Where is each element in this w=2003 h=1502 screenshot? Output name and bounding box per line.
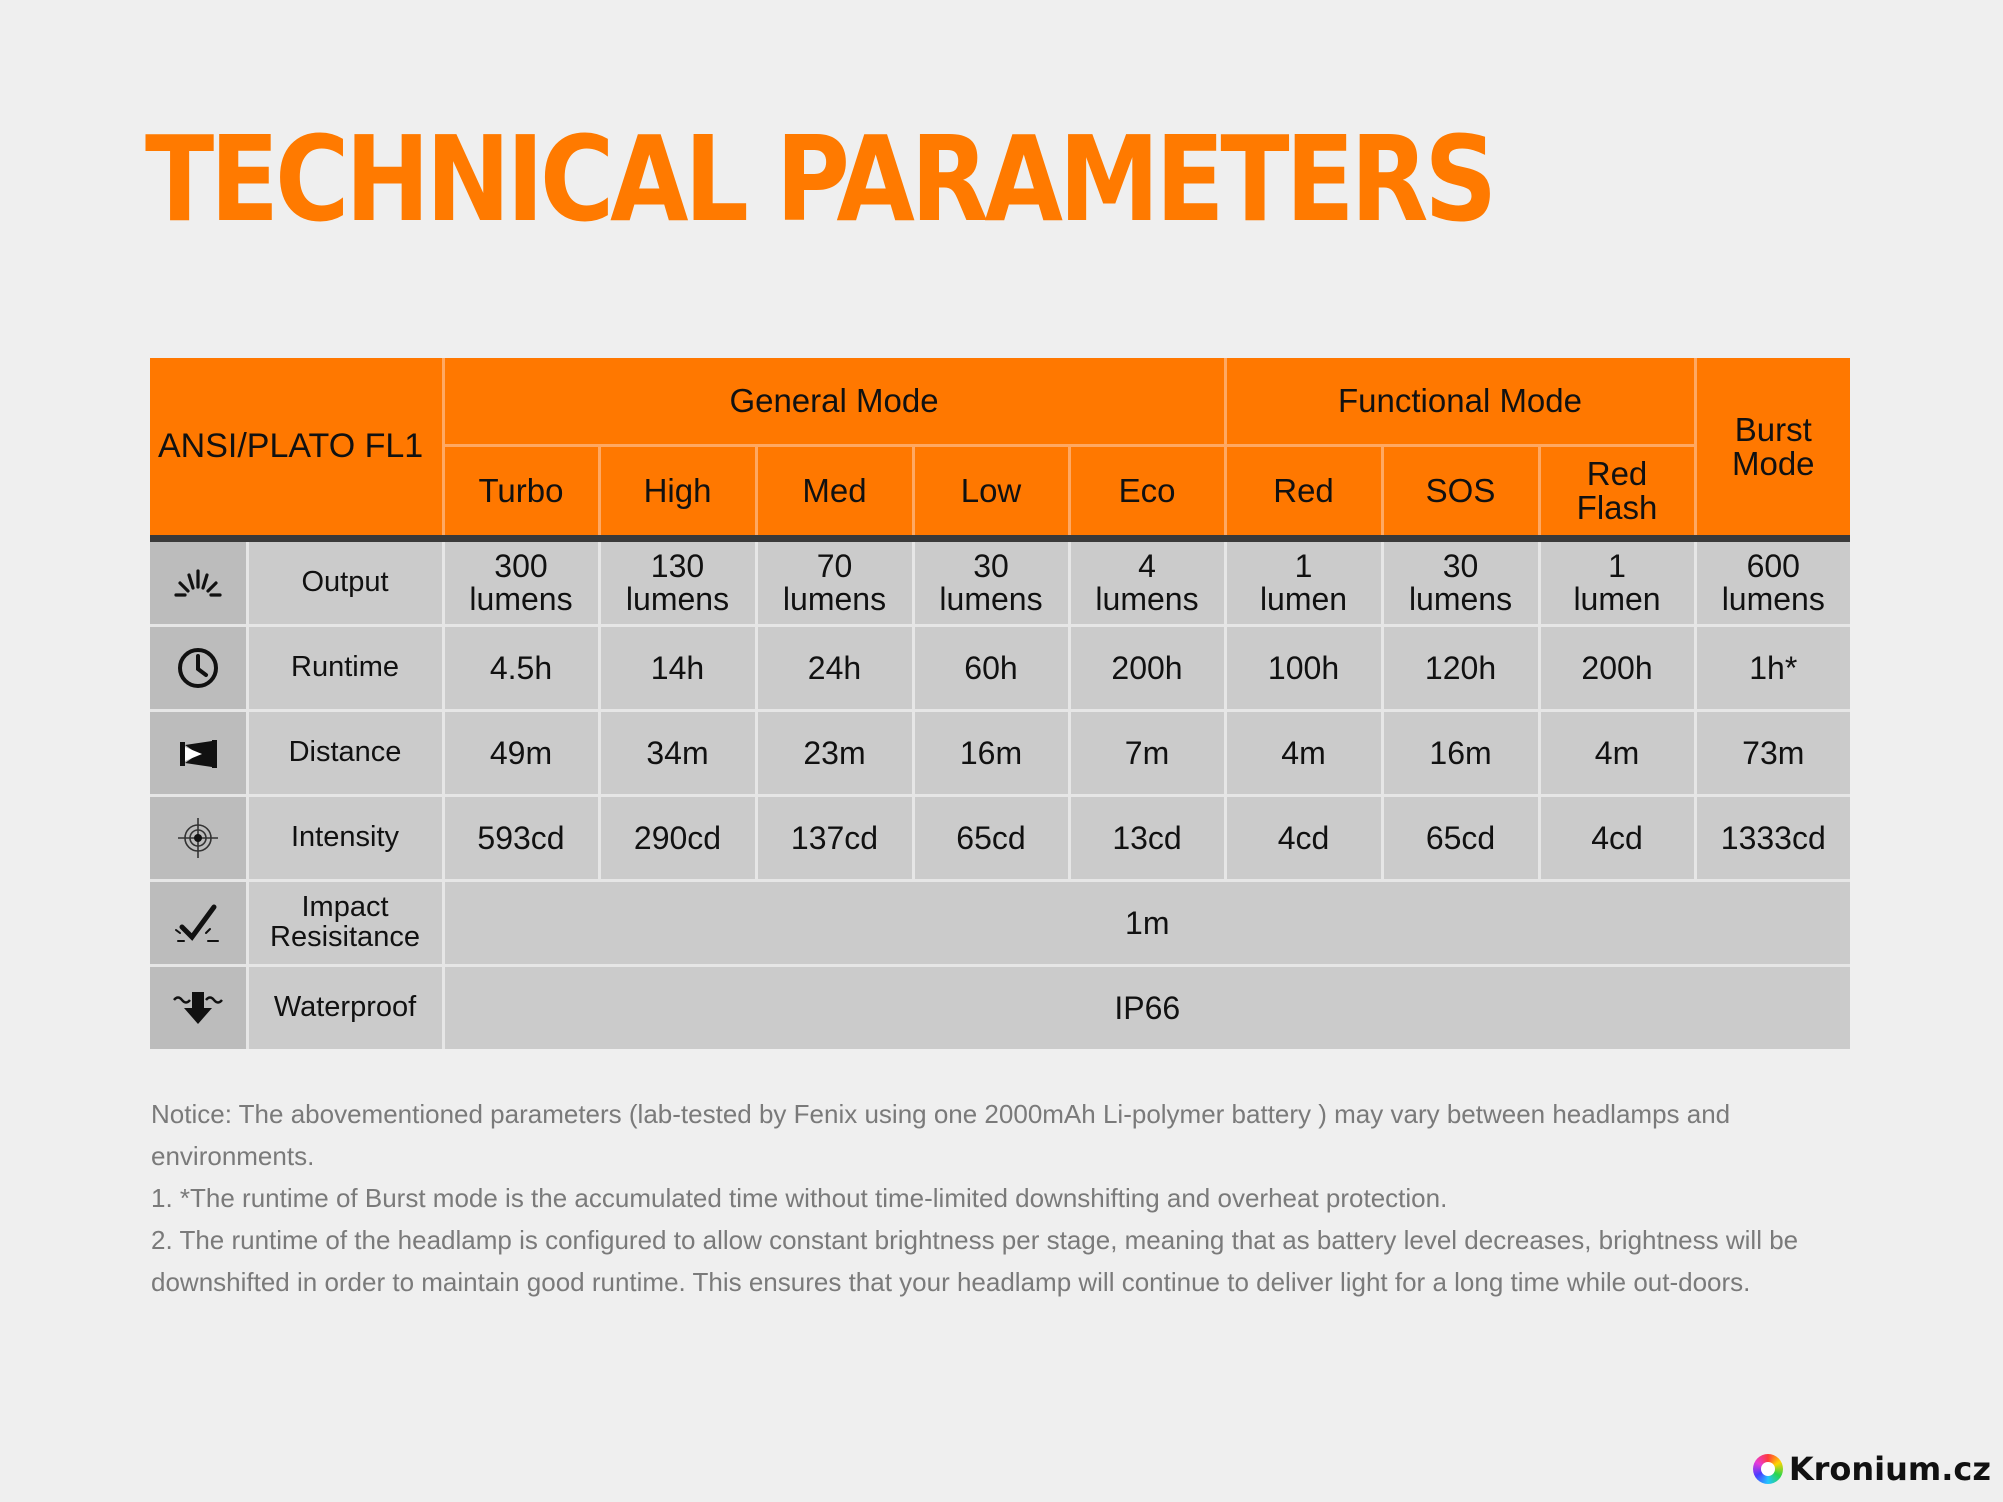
impact-check-icon	[150, 881, 247, 966]
beam-distance-icon	[150, 711, 247, 796]
table-cell: 290cd	[599, 796, 756, 881]
table-cell: 130 lumens	[599, 539, 756, 626]
clock-icon	[150, 626, 247, 711]
table-cell: 4cd	[1539, 796, 1695, 881]
mode-header: Eco	[1069, 446, 1225, 539]
standard-label: ANSI/PLATO FL1	[150, 358, 443, 539]
table-cell: 120h	[1382, 626, 1539, 711]
notice-text: Notice: The abovementioned parameters (lab-tested by Fenix using one 2000mAh Li-polymer battery ) may vary between headlamps and environments.	[151, 1099, 1731, 1171]
watermark	[1753, 1450, 1991, 1488]
table-row-waterproof	[150, 966, 1850, 1050]
table-cell: 65cd	[1382, 796, 1539, 881]
table-cell-span: IP66	[443, 966, 1850, 1050]
table-cell: 1333cd	[1695, 796, 1850, 881]
row-label: Intensity	[247, 796, 443, 881]
table-cell: 200h	[1069, 626, 1225, 711]
waterproof-icon	[150, 966, 247, 1050]
table-cell: 65cd	[913, 796, 1069, 881]
output-burst-icon	[150, 539, 247, 626]
table-cell: 16m	[1382, 711, 1539, 796]
table-cell: 1 lumen	[1539, 539, 1695, 626]
table-cell: 1 lumen	[1225, 539, 1382, 626]
group-functional-mode: Functional Mode	[1225, 358, 1695, 446]
table-cell: 30 lumens	[913, 539, 1069, 626]
table-row-output	[150, 539, 1850, 626]
row-label: Impact Resisitance	[247, 881, 443, 966]
mode-header: Low	[913, 446, 1069, 539]
table-cell: 4m	[1225, 711, 1382, 796]
table-cell: 4cd	[1225, 796, 1382, 881]
table-cell: 73m	[1695, 711, 1850, 796]
row-label: Runtime	[247, 626, 443, 711]
table-cell: 13cd	[1069, 796, 1225, 881]
table-cell: 100h	[1225, 626, 1382, 711]
table-cell: 200h	[1539, 626, 1695, 711]
table-row-impact	[150, 881, 1850, 966]
footnote-2: 2. The runtime of the headlamp is configured to allow constant brightness per stage, meaning that as battery level decreases, brightness will be downshifted in order to maintain good runtime. This ensures that your headlamp will continue to deliver light for a long time while out-doors.	[151, 1225, 1799, 1297]
mode-header: Med	[756, 446, 913, 539]
table-row-intensity	[150, 796, 1850, 881]
table-cell-span: 1m	[443, 881, 1850, 966]
table-cell: 137cd	[756, 796, 913, 881]
header-row-groups	[150, 358, 1850, 446]
footnote-1: 1. *The runtime of Burst mode is the accumulated time without time-limited downshifting and overheat protection.	[151, 1183, 1448, 1213]
table-cell: 600 lumens	[1695, 539, 1850, 626]
mode-header: SOS	[1382, 446, 1539, 539]
table-cell: 30 lumens	[1382, 539, 1539, 626]
mode-header: High	[599, 446, 756, 539]
table-cell: 7m	[1069, 711, 1225, 796]
table-cell: 60h	[913, 626, 1069, 711]
table-cell: 16m	[913, 711, 1069, 796]
row-label: Output	[247, 539, 443, 626]
table-cell: 23m	[756, 711, 913, 796]
page-title: TECHNICAL PARAMETERS	[145, 110, 1494, 248]
table-cell: 34m	[599, 711, 756, 796]
table-cell: 1h*	[1695, 626, 1850, 711]
table-cell: 300 lumens	[443, 539, 599, 626]
mode-header: Turbo	[443, 446, 599, 539]
table-cell: 4.5h	[443, 626, 599, 711]
table-cell: 593cd	[443, 796, 599, 881]
group-general-mode: General Mode	[443, 358, 1225, 446]
table-cell: 70 lumens	[756, 539, 913, 626]
spec-table	[150, 358, 1850, 1049]
table-cell: 4m	[1539, 711, 1695, 796]
table-cell: 4 lumens	[1069, 539, 1225, 626]
table-cell: 49m	[443, 711, 599, 796]
mode-header: Red Flash	[1539, 446, 1695, 539]
table-cell: 14h	[599, 626, 756, 711]
row-label: Waterproof	[247, 966, 443, 1050]
table-row-distance	[150, 711, 1850, 796]
table-row-runtime	[150, 626, 1850, 711]
target-intensity-icon	[150, 796, 247, 881]
row-label: Distance	[247, 711, 443, 796]
ring-logo-icon	[1753, 1454, 1783, 1484]
group-burst-mode: Burst Mode	[1695, 358, 1850, 539]
table-cell: 24h	[756, 626, 913, 711]
mode-header: Red	[1225, 446, 1382, 539]
watermark-text: Kronium.cz	[1788, 1450, 1991, 1488]
notes	[151, 1093, 1851, 1303]
